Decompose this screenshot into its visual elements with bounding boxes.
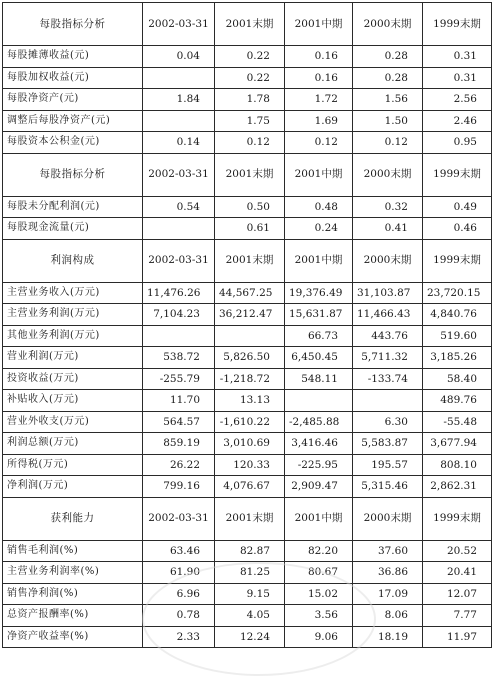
value-cell: 63.46 xyxy=(143,540,215,562)
table-row xyxy=(3,196,492,218)
value-cell: 20.52 xyxy=(423,540,492,562)
period-header: 1999末期 xyxy=(423,239,492,282)
period-header: 2000末期 xyxy=(353,153,423,196)
value-cell: 1.78 xyxy=(215,89,285,111)
value-cell: 548.11 xyxy=(285,368,353,390)
value-cell xyxy=(285,390,353,412)
row-label: 总资产报酬率(%) xyxy=(3,605,143,627)
value-cell: 12.07 xyxy=(423,583,492,605)
value-cell: 0.24 xyxy=(285,218,353,240)
value-cell: 195.57 xyxy=(353,454,423,476)
value-cell: -1,610.22 xyxy=(215,411,285,433)
period-header: 2001中期 xyxy=(285,3,353,46)
value-cell: 58.40 xyxy=(423,368,492,390)
value-cell: 5,711.32 xyxy=(353,347,423,369)
value-cell: 3,010.69 xyxy=(215,433,285,455)
period-header: 1999末期 xyxy=(423,497,492,540)
table-row xyxy=(3,347,492,369)
row-label: 其他业务利润(万元) xyxy=(3,325,143,347)
row-label: 销售净利润(%) xyxy=(3,583,143,605)
value-cell: 3,185.26 xyxy=(423,347,492,369)
value-cell: 443.76 xyxy=(353,325,423,347)
value-cell: 0.14 xyxy=(143,132,215,154)
value-cell: 5,315.46 xyxy=(353,476,423,498)
value-cell: 15.02 xyxy=(285,583,353,605)
period-header: 2002-03-31 xyxy=(143,3,215,46)
value-cell: 0.95 xyxy=(423,132,492,154)
value-cell: 19,376.49 xyxy=(285,282,353,304)
section-title: 获利能力 xyxy=(3,497,143,540)
value-cell: 0.31 xyxy=(423,46,492,68)
value-cell: 37.60 xyxy=(353,540,423,562)
value-cell: 11,476.26 xyxy=(143,282,215,304)
table-row xyxy=(3,540,492,562)
value-cell: 0.48 xyxy=(285,196,353,218)
value-cell: 2.56 xyxy=(423,89,492,111)
value-cell: 120.33 xyxy=(215,454,285,476)
section-header-row xyxy=(3,3,492,46)
row-label: 调整后每股净资产(元) xyxy=(3,110,143,132)
value-cell: 81.25 xyxy=(215,562,285,584)
value-cell: 11.70 xyxy=(143,390,215,412)
row-label: 主营业务利润(万元) xyxy=(3,304,143,326)
value-cell: -1,218.72 xyxy=(215,368,285,390)
value-cell: 61.90 xyxy=(143,562,215,584)
value-cell xyxy=(143,325,215,347)
value-cell: 0.28 xyxy=(353,46,423,68)
table-row xyxy=(3,89,492,111)
value-cell: 15,631.87 xyxy=(285,304,353,326)
value-cell: 808.10 xyxy=(423,454,492,476)
row-label: 每股加权收益(元) xyxy=(3,67,143,89)
value-cell: 0.12 xyxy=(353,132,423,154)
value-cell: 11,466.43 xyxy=(353,304,423,326)
value-cell: 564.57 xyxy=(143,411,215,433)
value-cell: -133.74 xyxy=(353,368,423,390)
row-label: 投资收益(万元) xyxy=(3,368,143,390)
value-cell: 0.46 xyxy=(423,218,492,240)
table-row xyxy=(3,605,492,627)
value-cell: 11.97 xyxy=(423,626,492,648)
value-cell: 82.20 xyxy=(285,540,353,562)
value-cell: 4,840.76 xyxy=(423,304,492,326)
value-cell: 12.24 xyxy=(215,626,285,648)
value-cell: 6.96 xyxy=(143,583,215,605)
value-cell: 799.16 xyxy=(143,476,215,498)
table-row xyxy=(3,433,492,455)
value-cell: 2.46 xyxy=(423,110,492,132)
value-cell: 1.50 xyxy=(353,110,423,132)
value-cell: -2,485.88 xyxy=(285,411,353,433)
value-cell: 0.16 xyxy=(285,46,353,68)
table-row xyxy=(3,562,492,584)
value-cell: 26.22 xyxy=(143,454,215,476)
value-cell: 0.78 xyxy=(143,605,215,627)
value-cell: 2,862.31 xyxy=(423,476,492,498)
row-label: 每股未分配利润(元) xyxy=(3,196,143,218)
value-cell: 7.77 xyxy=(423,605,492,627)
period-header: 2002-03-31 xyxy=(143,497,215,540)
period-header: 2001末期 xyxy=(215,239,285,282)
table-row xyxy=(3,325,492,347)
period-header: 2001中期 xyxy=(285,239,353,282)
row-label: 主营业务收入(万元) xyxy=(3,282,143,304)
value-cell: 3.56 xyxy=(285,605,353,627)
value-cell: 20.41 xyxy=(423,562,492,584)
value-cell: 538.72 xyxy=(143,347,215,369)
value-cell: -225.95 xyxy=(285,454,353,476)
value-cell: 3,677.94 xyxy=(423,433,492,455)
table-row xyxy=(3,411,492,433)
value-cell: 80.67 xyxy=(285,562,353,584)
value-cell: 13.13 xyxy=(215,390,285,412)
period-header: 2001末期 xyxy=(215,497,285,540)
value-cell: 1.75 xyxy=(215,110,285,132)
table-row xyxy=(3,454,492,476)
value-cell: 4.05 xyxy=(215,605,285,627)
value-cell: 519.60 xyxy=(423,325,492,347)
value-cell: 489.76 xyxy=(423,390,492,412)
value-cell: 0.54 xyxy=(143,196,215,218)
value-cell: 6,450.45 xyxy=(285,347,353,369)
value-cell: 1.72 xyxy=(285,89,353,111)
value-cell: 2,909.47 xyxy=(285,476,353,498)
value-cell: 0.61 xyxy=(215,218,285,240)
value-cell: 2.33 xyxy=(143,626,215,648)
row-label: 每股净资产(元) xyxy=(3,89,143,111)
value-cell: 18.19 xyxy=(353,626,423,648)
value-cell: 1.84 xyxy=(143,89,215,111)
table-row xyxy=(3,67,492,89)
value-cell: 9.15 xyxy=(215,583,285,605)
value-cell: 7,104.23 xyxy=(143,304,215,326)
row-label: 补贴收入(万元) xyxy=(3,390,143,412)
financial-indicators-sheet xyxy=(2,2,491,691)
value-cell: 4,076.67 xyxy=(215,476,285,498)
table-row xyxy=(3,110,492,132)
row-label: 净利润(万元) xyxy=(3,476,143,498)
value-cell xyxy=(143,110,215,132)
table-body xyxy=(3,3,492,648)
section-header-row xyxy=(3,239,492,282)
table-row xyxy=(3,626,492,648)
value-cell: 5,583.87 xyxy=(353,433,423,455)
section-title: 利润构成 xyxy=(3,239,143,282)
value-cell xyxy=(143,67,215,89)
value-cell: 0.28 xyxy=(353,67,423,89)
row-label: 利润总额(万元) xyxy=(3,433,143,455)
value-cell: 36,212.47 xyxy=(215,304,285,326)
section-header-row xyxy=(3,153,492,196)
value-cell xyxy=(215,325,285,347)
value-cell: 36.86 xyxy=(353,562,423,584)
period-header: 1999末期 xyxy=(423,153,492,196)
table-row xyxy=(3,282,492,304)
value-cell: 0.49 xyxy=(423,196,492,218)
value-cell: 31,103.87 xyxy=(353,282,423,304)
row-label: 每股资本公积金(元) xyxy=(3,132,143,154)
value-cell: -55.48 xyxy=(423,411,492,433)
period-header: 2000末期 xyxy=(353,497,423,540)
value-cell: 44,567.25 xyxy=(215,282,285,304)
row-label: 营业外收支(万元) xyxy=(3,411,143,433)
value-cell: 82.87 xyxy=(215,540,285,562)
table-row xyxy=(3,132,492,154)
value-cell: 23,720.15 xyxy=(423,282,492,304)
table-row xyxy=(3,476,492,498)
period-header: 2001中期 xyxy=(285,153,353,196)
row-label: 每股现金流量(元) xyxy=(3,218,143,240)
value-cell: 0.12 xyxy=(285,132,353,154)
value-cell: 0.22 xyxy=(215,46,285,68)
period-header: 2001末期 xyxy=(215,153,285,196)
table-row xyxy=(3,583,492,605)
period-header: 2002-03-31 xyxy=(143,153,215,196)
value-cell: 0.22 xyxy=(215,67,285,89)
period-header: 2001中期 xyxy=(285,497,353,540)
value-cell: 17.09 xyxy=(353,583,423,605)
section-header-row xyxy=(3,497,492,540)
row-label: 每股摊薄收益(元) xyxy=(3,46,143,68)
row-label: 净资产收益率(%) xyxy=(3,626,143,648)
value-cell: 3,416.46 xyxy=(285,433,353,455)
row-label: 主营业务利润率(%) xyxy=(3,562,143,584)
value-cell: 8.06 xyxy=(353,605,423,627)
value-cell: 1.56 xyxy=(353,89,423,111)
value-cell: -255.79 xyxy=(143,368,215,390)
period-header: 2001末期 xyxy=(215,3,285,46)
section-title: 每股指标分析 xyxy=(3,3,143,46)
value-cell: 859.19 xyxy=(143,433,215,455)
row-label: 营业利润(万元) xyxy=(3,347,143,369)
period-header: 2000末期 xyxy=(353,239,423,282)
financial-indicators-table xyxy=(2,2,492,648)
row-label: 所得税(万元) xyxy=(3,454,143,476)
value-cell: 5,826.50 xyxy=(215,347,285,369)
value-cell: 1.69 xyxy=(285,110,353,132)
value-cell: 66.73 xyxy=(285,325,353,347)
table-row xyxy=(3,46,492,68)
value-cell: 6.30 xyxy=(353,411,423,433)
section-title: 每股指标分析 xyxy=(3,153,143,196)
table-row xyxy=(3,390,492,412)
period-header: 2002-03-31 xyxy=(143,239,215,282)
value-cell: 0.31 xyxy=(423,67,492,89)
period-header: 1999末期 xyxy=(423,3,492,46)
value-cell: 0.50 xyxy=(215,196,285,218)
value-cell xyxy=(143,218,215,240)
value-cell: 0.32 xyxy=(353,196,423,218)
value-cell: 0.16 xyxy=(285,67,353,89)
table-row xyxy=(3,368,492,390)
value-cell: 0.04 xyxy=(143,46,215,68)
value-cell xyxy=(353,390,423,412)
value-cell: 0.41 xyxy=(353,218,423,240)
value-cell: 0.12 xyxy=(215,132,285,154)
value-cell: 9.06 xyxy=(285,626,353,648)
table-row xyxy=(3,304,492,326)
table-row xyxy=(3,218,492,240)
row-label: 销售毛利润(%) xyxy=(3,540,143,562)
period-header: 2000末期 xyxy=(353,3,423,46)
